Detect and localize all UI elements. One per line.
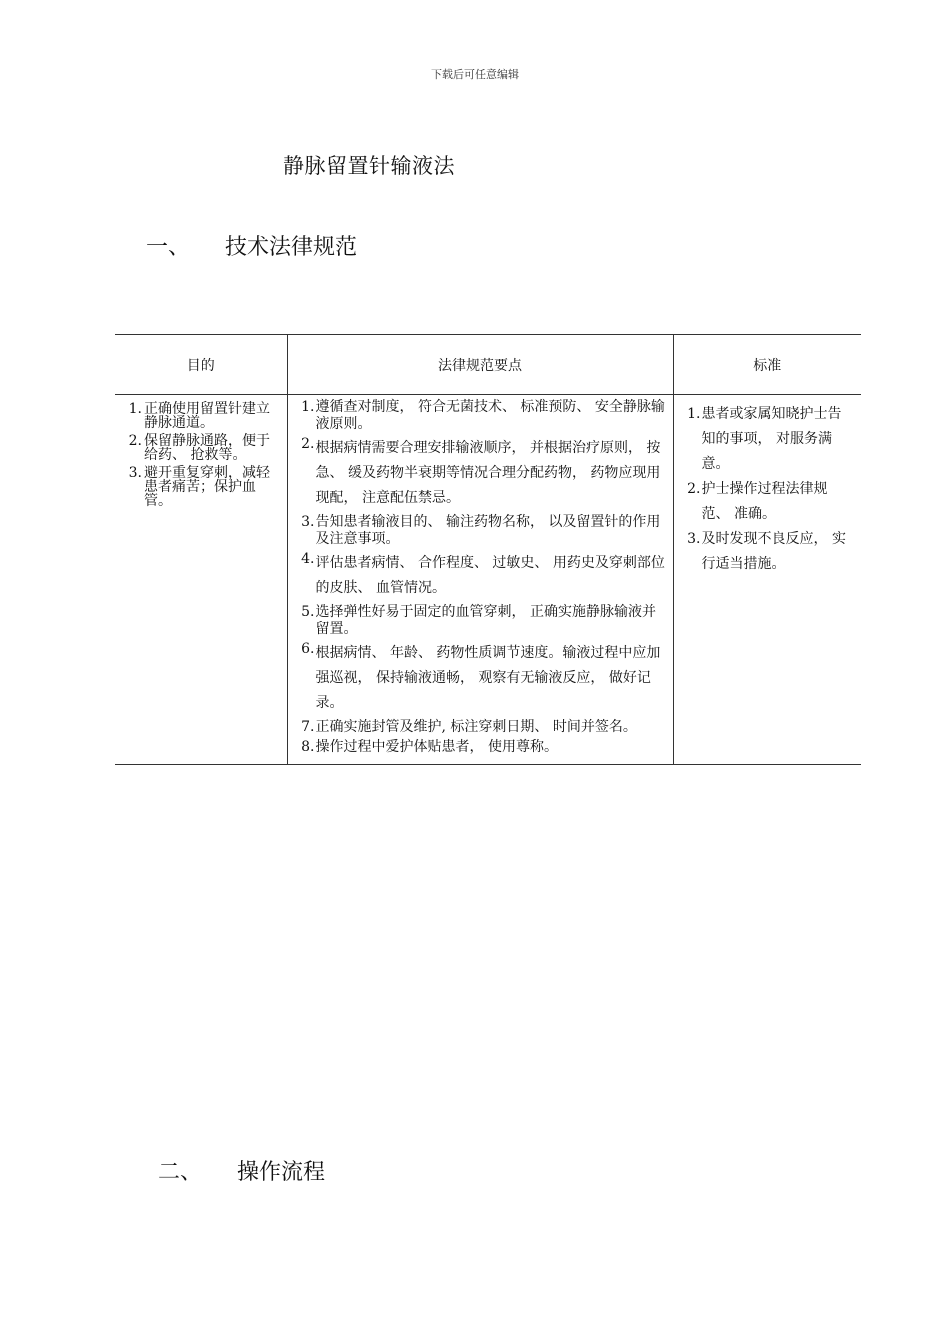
list-item [683,477,853,527]
item-number: 8. [301,739,315,755]
item-number: 1. [128,401,142,417]
list-item [297,399,666,433]
item-text: 及时发现不良反应， 实行适当措施。 [701,531,846,572]
item-text: 正确实施封管及维护, 标注穿刺日期、 时间并签名。 [315,719,637,735]
item-text: 正确使用留置针建立静脉通道。 [144,401,270,431]
item-number: 3. [301,514,315,530]
item-text: 告知患者输液目的、 输注药物名称， 以及留置针的作用及注意事项。 [315,514,661,547]
item-text: 避开重复穿刺，减轻患者痛苦；保护血管。 [144,465,270,509]
header-purpose: 目的 [186,357,215,374]
purpose-list [116,396,286,508]
item-number: 1. [301,399,315,415]
header-standard: 标准 [673,335,861,395]
header-key-points: 法律规范要点 [287,335,673,395]
list-item [124,434,276,462]
spec-table [115,334,861,765]
table-header-row [115,335,861,395]
item-number: 2. [128,433,142,449]
list-item [297,739,666,756]
header-note: 下载后可任意编辑 [431,68,519,81]
section-heading-2 [158,1155,325,1186]
list-item [297,719,666,736]
list-item [297,551,666,601]
list-item [297,641,666,716]
item-number: 3. [687,531,701,547]
item-number: 3. [128,465,142,481]
item-number: 7. [301,719,315,735]
purpose-cell [115,395,287,765]
section-number: 一、 [146,235,191,260]
item-number: 6. [301,641,315,657]
key-points-cell [287,395,673,765]
section-title: 技术法律规范 [225,235,358,260]
item-number: 5. [301,604,315,620]
section-heading-1 [146,230,357,261]
list-item [124,466,276,508]
standard-cell [673,395,861,765]
list-item [297,514,666,548]
item-text: 护士操作过程法律规范、 准确。 [701,481,828,522]
list-item [683,527,853,577]
list-item [297,604,666,638]
item-text: 操作过程中爱护体贴患者， 使用尊称。 [315,739,558,755]
list-item [683,402,853,477]
item-text: 患者或家属知晓护士告知的事项， 对服务满意。 [701,406,842,472]
item-number: 2. [687,481,701,497]
section-title: 操作流程 [237,1160,326,1185]
item-text: 评估患者病情、 合作程度、 过敏史、 用药史及穿刺部位的皮肤、 血管情况。 [315,555,665,596]
item-number: 2. [301,436,315,452]
item-text: 根据病情、 年龄、 药物性质调节速度。输液过程中应加强巡视， 保持输液通畅， 观察有无输液反应， 做好记录。 [315,645,661,711]
key-points-list [289,396,672,763]
item-text: 选择弹性好易于固定的血管穿刺， 正确实施静脉输液并留置。 [315,604,656,637]
item-number: 1. [687,406,701,422]
item-text: 保留静脉通路，便于给药、 抢救等。 [144,433,270,463]
table-row [115,395,861,765]
standard-list [675,396,861,577]
section-number: 二、 [158,1160,203,1185]
list-item [297,436,666,511]
item-text: 根据病情需要合理安排输液顺序， 并根据治疗原则， 按急、 缓及药物半衰期等情况合理分配药物， 药物应现用现配， 注意配伍禁忌。 [315,440,661,506]
item-text: 遵循查对制度， 符合无菌技术、 标准预防、 安全静脉输液原则。 [315,399,665,432]
list-item [124,402,276,430]
item-number: 4. [301,551,315,567]
document-title: 静脉留置针输液法 [283,154,455,178]
